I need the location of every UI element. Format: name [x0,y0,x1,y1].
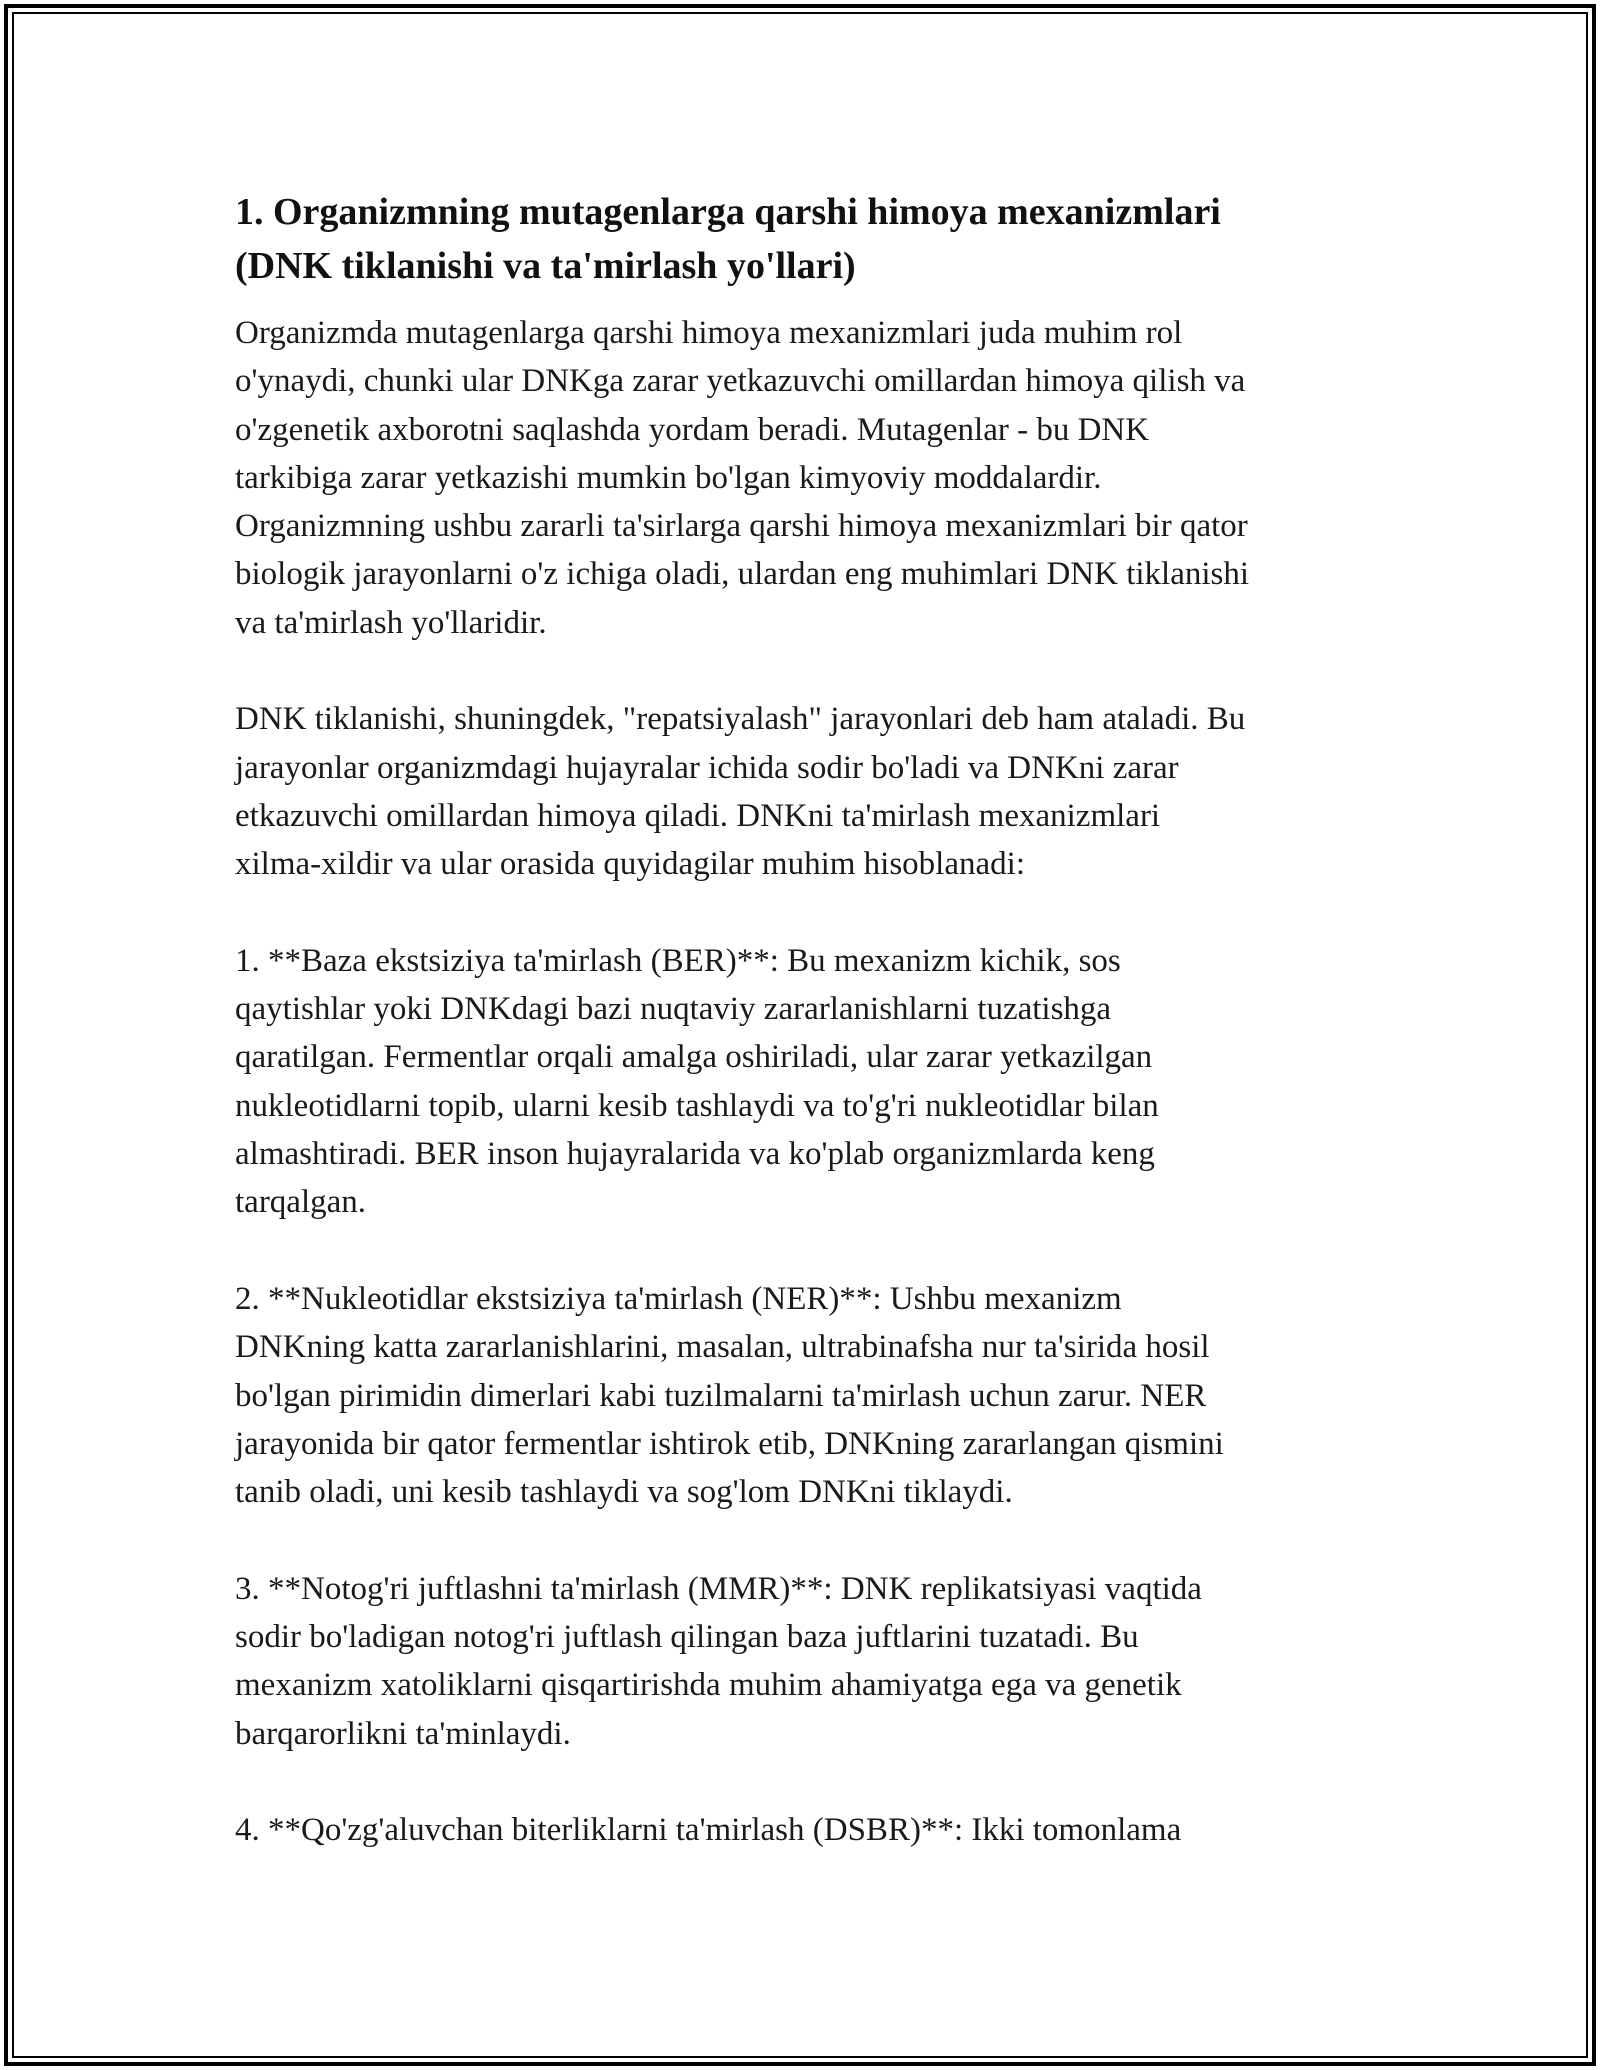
section-title [235,185,1385,293]
repair-overview-paragraph [235,695,1385,888]
text-line: va ta'mirlash yo'llaridir. [235,604,547,641]
text-line: tarkibiga zarar yetkazishi mumkin bo'lgan kimyoviy moddalardir. [235,459,1102,496]
text-line: jarayonlar organizmdagi hujayralar ichida sodir bo'ladi va DNKni zarar [235,749,1179,786]
text-line: qaratilgan. Fermentlar orqali amalga oshiriladi, ular zarar yetkazilgan [235,1039,1153,1076]
text-line: 2. **Nukleotidlar ekstsiziya ta'mirlash (NER)**: Ushbu mexanizm [235,1280,1122,1317]
text-line: 3. **Notog'ri juftlashni ta'mirlash (MMR)**: DNK replikatsiyasi vaqtida [235,1570,1202,1607]
text-line: Organizmda mutagenlarga qarshi himoya mexanizmlari juda muhim rol [235,315,1183,351]
list-item-ber [235,937,1385,1227]
text-line: jarayonida bir qator fermentlar ishtirok etib, DNKning zararlangan qismini [235,1425,1224,1462]
text-line: sodir bo'ladigan notog'ri juftlash qilingan baza juftlarini tuzatadi. Bu [235,1619,1139,1656]
text-line: bo'lgan pirimidin dimerlari kabi tuzilmalarni ta'mirlash uchun zarur. NER [235,1377,1207,1414]
title-line: 1. Organizmning mutagenlarga qarshi himoya mexanizmlari [235,191,1221,233]
text-line: xilma-xildir va ular orasida quyidagilar muhim hisoblanadi: [235,846,1025,883]
title-line: (DNK tiklanishi va ta'mirlash yo'llari) [235,245,856,287]
text-line: barqarorlikni ta'minlaydi. [235,1715,571,1752]
text-line: DNKning katta zararlanishlarini, masalan, ultrabinafsha nur ta'sirida hosil [235,1329,1210,1366]
text-line: 1. **Baza ekstsiziya ta'mirlash (BER)**: Bu mexanizm kichik, sos [235,942,1121,979]
text-line: DNK tiklanishi, shuningdek, "repatsiyalash" jarayonlari deb ham ataladi. Bu [235,701,1246,738]
text-line: biologik jarayonlarni o'z ichiga oladi, ulardan eng muhimlari DNK tiklanishi [235,556,1250,593]
list-item-mmr [235,1565,1385,1758]
text-line: mexanizm xatoliklarni qisqartirishda muhim ahamiyatga ega va genetik [235,1667,1182,1704]
document-body [235,185,1385,1903]
text-line: almashtiradi. BER inson hujayralarida va ko'plab organizmlarda keng [235,1136,1155,1173]
text-line: Organizmning ushbu zararli ta'sirlarga qarshi himoya mexanizmlari bir qator [235,508,1248,545]
text-line: etkazuvchi omillardan himoya qiladi. DNKni ta'mirlash mexanizmlari [235,797,1161,834]
text-line: tanib oladi, uni kesib tashlaydi va sog'lom DNKni tiklaydi. [235,1474,1013,1511]
text-line: tarqalgan. [235,1184,367,1221]
list-item-ner [235,1275,1385,1516]
text-line: o'ynaydi, chunki ular DNKga zarar yetkazuvchi omillardan himoya qilish va [235,363,1246,400]
text-line: o'zgenetik axborotni saqlashda yordam beradi. Mutagenlar - bu DNK [235,411,1150,448]
list-item-dsbr [235,1806,1385,1854]
text-line: qaytishlar yoki DNKdagi bazi nuqtaviy zararlanishlarni tuzatishga [235,991,1112,1028]
text-line: nukleotidlarni topib, ularni kesib tashlaydi va to'g'ri nukleotidlar bilan [235,1087,1159,1124]
intro-paragraph [235,309,1385,647]
text-line: 4. **Qo'zg'aluvchan biterliklarni ta'mirlash (DSBR)**: Ikki tomonlama [235,1812,1182,1849]
